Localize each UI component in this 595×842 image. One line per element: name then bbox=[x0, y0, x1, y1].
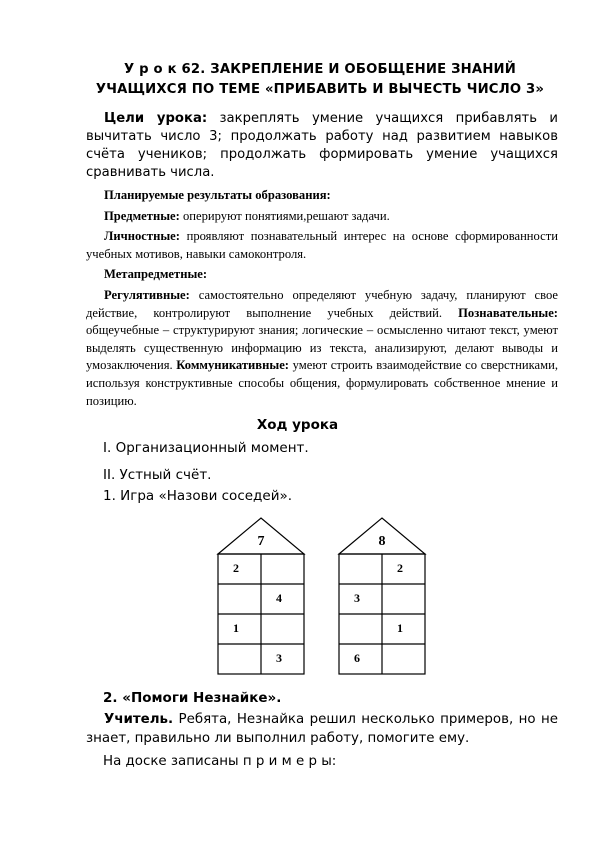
house-cell: 1 bbox=[397, 621, 403, 635]
course-heading: Ход урока bbox=[256, 417, 339, 433]
regulative-text: самостоятельно определяют учебную задачу, планируют свое действие, контролируют выполнение учебных действий. bbox=[86, 287, 558, 320]
communicative-label: Коммуникативные: bbox=[176, 358, 289, 373]
teacher-label: Учитель. bbox=[104, 712, 174, 727]
game-name-help-neznayka: 2. «Помоги Незнайке». bbox=[103, 690, 282, 706]
results-heading: Планируемые результаты образования: bbox=[104, 188, 331, 202]
planned-results bbox=[86, 187, 558, 410]
house-roof-number: 7 bbox=[257, 534, 265, 549]
house-cell: 2 bbox=[233, 561, 239, 575]
subject-text: оперируют понятиями,решают задачи. bbox=[179, 208, 390, 223]
cognitive-label: Познавательные: bbox=[458, 305, 558, 320]
lesson-title-line1: У р о к 62. ЗАКРЕПЛЕНИЕ И ОБОБЩЕНИЕ ЗНАНИЙ bbox=[123, 62, 517, 77]
subject-label: Предметные: bbox=[104, 208, 180, 223]
personal-label: Личностные: bbox=[104, 229, 180, 244]
personal-text: проявляют познавательный интерес на основе сформированности учебных мотивов, навыки самоконтроля. bbox=[86, 229, 558, 261]
communicative-text: умеют строить взаимодействие со сверстниками, используя конструктивные способы общения, формулировать собственное мнение и позицию. bbox=[86, 358, 558, 408]
lesson-title-line2: УЧАЩИХСЯ ПО ТЕМЕ «ПРИБАВИТЬ И ВЫЧЕСТЬ ЧИСЛО 3» bbox=[95, 82, 545, 97]
house-cell: 3 bbox=[354, 591, 360, 605]
house-cell: 4 bbox=[276, 591, 282, 605]
house-cell: 6 bbox=[354, 651, 360, 665]
section-organization: I. Организационный момент. bbox=[103, 440, 309, 456]
game-name-neighbors: 1. Игра «Назови соседей». bbox=[103, 488, 293, 504]
house-8 bbox=[337, 516, 427, 676]
teacher-text: Ребята, Незнайка решил несколько примеров, но не знает, правильно ли выполнил работу, помогите ему. bbox=[86, 712, 558, 746]
section-oral-count: II. Устный счёт. bbox=[103, 467, 212, 483]
meta-heading: Метапредметные: bbox=[104, 267, 208, 282]
house-cell: 1 bbox=[233, 621, 239, 635]
house-7 bbox=[216, 516, 306, 676]
cognitive-text: общеучебные – структурируют знания; логические – осмысленно читают текст, умеют выделять существенную информацию из текста, анализируют, делают выводы и умозаключения. bbox=[86, 323, 558, 373]
house-cell: 2 bbox=[397, 561, 403, 575]
board-examples-label: На доске записаны п р и м е р ы: bbox=[103, 754, 337, 769]
goals-text: закреплять умение учащихся прибавлять и вычитать число 3; продолжать работу над развитием навыков счёта учеников; продолжать формировать умение учащихся сравнивать числа. bbox=[86, 111, 558, 180]
house-roof-number: 8 bbox=[378, 534, 386, 549]
lesson-goals bbox=[86, 110, 558, 182]
teacher-remark bbox=[86, 710, 558, 748]
house-cell: 3 bbox=[276, 651, 282, 665]
regulative-label: Регулятивные: bbox=[104, 287, 190, 302]
goals-label: Цели урока: bbox=[104, 111, 208, 126]
